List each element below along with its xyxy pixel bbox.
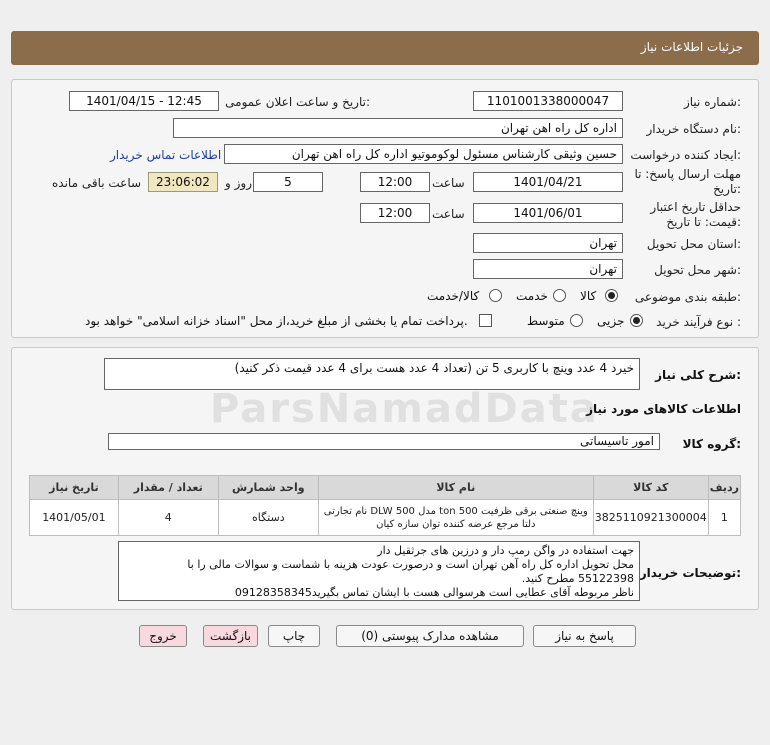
col-need-date: تاریخ نیاز xyxy=(30,476,119,500)
cell-need-date: 1401/05/01 xyxy=(30,500,119,536)
reply-button[interactable]: پاسخ به نیاز xyxy=(533,625,636,647)
col-goods-name: نام کالا xyxy=(318,476,593,500)
province-label: استان محل تحویل: xyxy=(646,237,741,251)
process-option-small: جزیی xyxy=(597,314,625,328)
validity-label: حداقل تاریخ اعتبار xyxy=(650,200,741,214)
col-unit: واحد شمارش xyxy=(218,476,318,500)
validity-label-2: قیمت: تا تاریخ: xyxy=(666,215,741,229)
cell-row-index: 1 xyxy=(708,500,740,536)
cell-quantity: 4 xyxy=(118,500,218,536)
reply-time-label: ساعت xyxy=(432,176,465,190)
category-option-service: خدمت xyxy=(516,289,548,303)
remaining-time-label: ساعت باقی مانده xyxy=(52,176,142,190)
reply-date-field: 1401/04/21 xyxy=(473,172,623,192)
table-row xyxy=(30,500,741,536)
validity-time-field: 12:00 xyxy=(360,203,430,223)
buyer-org-label: نام دستگاه خریدار: xyxy=(646,122,741,136)
goods-table xyxy=(29,475,741,536)
buyer-notes-box xyxy=(118,541,640,601)
reply-deadline-label: مهلت ارسال پاسخ: تا xyxy=(634,167,741,181)
need-number-label: شماره نیاز: xyxy=(683,95,741,109)
cell-goods-code: 3825110921300004 xyxy=(593,500,708,536)
description-label: شرح کلی نیاز: xyxy=(655,368,741,382)
city-label: شهر محل تحویل: xyxy=(654,263,741,277)
category-label: طبقه بندی موضوعی: xyxy=(634,290,741,304)
goods-group-field: امور تاسیساتی xyxy=(108,433,660,450)
cell-unit: دستگاه xyxy=(218,500,318,536)
col-goods-code: کد کالا xyxy=(593,476,708,500)
exit-button[interactable]: خروج xyxy=(139,625,187,647)
days-label: روز و xyxy=(225,176,252,190)
buyer-notes-line-1: جهت استفاده در واگن رمپ دار و درزین های جرثقیل دار xyxy=(377,544,634,557)
creator-field: حسین وثیقی کارشناس مسئول لوکوموتیو اداره کل راه اهن تهران xyxy=(224,144,623,164)
description-text: خیرد 4 عدد وینچ با کاربری 5 تن (تعداد 4 عدد هست برای 4 عدد قیمت ذکر کنید) xyxy=(234,361,634,375)
page-header xyxy=(11,31,759,65)
category-option-goods-service: کالا/خدمت xyxy=(427,289,480,303)
category-option-goods: کالا xyxy=(580,289,597,303)
need-number-field: 1101001338000047 xyxy=(473,91,623,111)
announce-field: 1401/04/15 - 12:45 xyxy=(69,91,219,111)
city-field: تهران xyxy=(473,259,623,279)
category-radio-service[interactable] xyxy=(553,289,566,302)
process-option-medium: متوسط xyxy=(527,314,565,328)
validity-time-label: ساعت xyxy=(432,207,465,221)
creator-label: ایجاد کننده درخواست: xyxy=(630,148,741,162)
buyer-notes-label: توضیحات خریدار: xyxy=(639,566,741,580)
buyer-notes-line-4: ناظر مربوطه آقای عطایی است هرسوالی هست با ایشان تماس بگیرید09128358345 xyxy=(234,586,634,599)
reply-deadline-label-2: تاریخ: xyxy=(713,182,741,196)
watermark: ParsNamadData xyxy=(210,386,599,432)
treasury-payment-checkbox[interactable] xyxy=(479,314,492,327)
validity-date-field: 1401/06/01 xyxy=(473,203,623,223)
col-quantity: تعداد / مقدار xyxy=(118,476,218,500)
goods-group-label: گروه کالا: xyxy=(682,437,741,451)
contact-info-link[interactable]: اطلاعات تماس خریدار xyxy=(110,148,222,162)
print-button[interactable]: چاپ xyxy=(268,625,320,647)
cell-goods-name xyxy=(318,500,593,536)
goods-section-title: اطلاعات کالاهای مورد نیاز xyxy=(586,402,741,416)
process-radio-medium[interactable] xyxy=(570,314,583,327)
page-title: جزئیات اطلاعات نیاز xyxy=(640,40,743,54)
treasury-payment-note: پرداخت تمام یا بخشی از مبلغ خرید،از محل "اسناد خزانه اسلامی" خواهد بود. xyxy=(85,314,468,328)
buyer-notes-line-2: محل تحویل اداره کل راه آهن تهران است و درصورت عودت هزینه با شماست و سوالات مالی را با xyxy=(187,558,634,571)
province-field: تهران xyxy=(473,233,623,253)
goods-name-line-1: وینچ صنعتی برقی ظرفیت ton 500 مدل DLW 500 نام تجارتی xyxy=(323,505,588,517)
process-label: نوع فرآیند خرید : xyxy=(656,315,741,329)
remaining-time-field: 23:06:02 xyxy=(148,172,218,192)
back-button[interactable]: بازگشت xyxy=(203,625,258,647)
days-field: 5 xyxy=(253,172,323,192)
announce-label: تاریخ و ساعت اعلان عمومی: xyxy=(225,95,370,109)
buyer-notes-line-3: 55122398 مطرح کنید. xyxy=(521,572,634,585)
col-row-index: ردیف xyxy=(708,476,740,500)
category-radio-goods[interactable] xyxy=(605,289,618,302)
category-radio-goods-service[interactable] xyxy=(489,289,502,302)
reply-time-field: 12:00 xyxy=(360,172,430,192)
goods-table-header xyxy=(30,476,741,500)
goods-name-line-2: دلتا مرجع عرضه کننده توان سازه کیان xyxy=(376,518,536,530)
buyer-org-field: اداره کل راه اهن تهران xyxy=(173,118,623,138)
view-documents-button[interactable]: مشاهده مدارک پیوستی (0) xyxy=(336,625,524,647)
process-radio-small[interactable] xyxy=(630,314,643,327)
